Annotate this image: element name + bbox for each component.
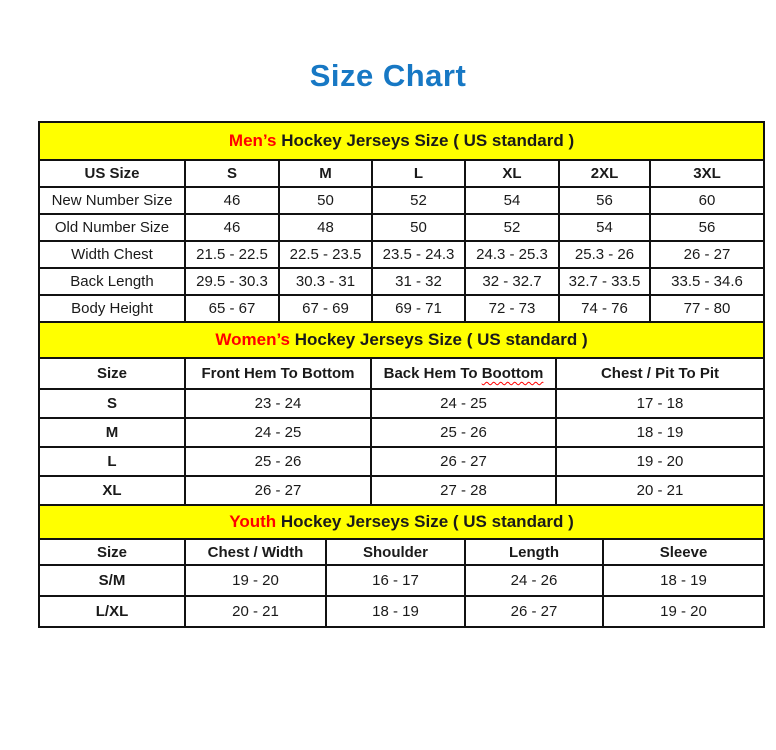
size-value: 18 - 19 [603, 565, 764, 596]
womens-banner [39, 322, 764, 358]
size-value: 17 - 18 [556, 389, 764, 418]
mens-col-header: L [372, 160, 465, 187]
size-value: 16 - 17 [326, 565, 465, 596]
size-value: 56 [650, 214, 764, 241]
size-value: 22.5 - 23.5 [279, 241, 372, 268]
youth-banner-highlight: Youth [229, 512, 277, 531]
womens-size-label: L [39, 447, 185, 476]
mens-header-row [39, 160, 764, 187]
size-value: 54 [559, 214, 650, 241]
youth-banner-text: Hockey Jerseys Size ( US standard ) [276, 512, 574, 531]
mens-banner-text: Hockey Jerseys Size ( US standard ) [276, 131, 575, 150]
mens-row-new-number-size [39, 187, 764, 214]
size-value: 27 - 28 [371, 476, 556, 505]
size-chart [38, 121, 763, 628]
mens-col-header: S [185, 160, 279, 187]
mens-col-header: XL [465, 160, 559, 187]
youth-header-row [39, 539, 764, 565]
mens-row-label: Old Number Size [39, 214, 185, 241]
womens-col-header [371, 358, 556, 389]
womens-banner-row [39, 322, 764, 358]
size-value: 26 - 27 [185, 476, 371, 505]
page-title: Size Chart [309, 58, 467, 93]
womens-banner-highlight: Women’s [215, 330, 290, 349]
size-value: 23.5 - 24.3 [372, 241, 465, 268]
mens-row-label: New Number Size [39, 187, 185, 214]
womens-row-m [39, 418, 764, 447]
womens-col-header-misspelled-word: Boottom [481, 365, 544, 382]
womens-row-l [39, 447, 764, 476]
size-value: 24 - 25 [371, 389, 556, 418]
mens-row-label: Width Chest [39, 241, 185, 268]
womens-banner-text: Hockey Jerseys Size ( US standard ) [290, 330, 588, 349]
size-value: 25 - 26 [371, 418, 556, 447]
mens-row-body-height [39, 295, 764, 322]
youth-banner-row [39, 505, 764, 539]
mens-row-label: Back Length [39, 268, 185, 295]
size-value: 29.5 - 30.3 [185, 268, 279, 295]
mens-banner [39, 122, 764, 160]
youth-row-lxl [39, 596, 764, 627]
size-value: 46 [185, 187, 279, 214]
size-value: 33.5 - 34.6 [650, 268, 764, 295]
mens-row-label: Body Height [39, 295, 185, 322]
youth-row-sm [39, 565, 764, 596]
size-value: 24 - 26 [465, 565, 603, 596]
size-value: 69 - 71 [372, 295, 465, 322]
size-value: 21.5 - 22.5 [185, 241, 279, 268]
youth-col-header: Size [39, 539, 185, 565]
size-value: 26 - 27 [650, 241, 764, 268]
size-value: 19 - 20 [185, 565, 326, 596]
size-value: 60 [650, 187, 764, 214]
size-value: 46 [185, 214, 279, 241]
mens-row-width-chest [39, 241, 764, 268]
size-value: 74 - 76 [559, 295, 650, 322]
youth-col-header: Shoulder [326, 539, 465, 565]
mens-banner-highlight: Men’s [228, 131, 277, 150]
size-value: 48 [279, 214, 372, 241]
mens-row-old-number-size [39, 214, 764, 241]
youth-banner [39, 505, 764, 539]
size-value: 32 - 32.7 [465, 268, 559, 295]
size-value: 32.7 - 33.5 [559, 268, 650, 295]
size-value: 77 - 80 [650, 295, 764, 322]
womens-size-label: XL [39, 476, 185, 505]
youth-size-label: L/XL [39, 596, 185, 627]
womens-size-label: S [39, 389, 185, 418]
size-value: 52 [372, 187, 465, 214]
youth-col-header: Chest / Width [185, 539, 326, 565]
womens-row-s [39, 389, 764, 418]
size-value: 20 - 21 [556, 476, 764, 505]
size-value: 18 - 19 [556, 418, 764, 447]
mens-col-header: US Size [39, 160, 185, 187]
size-value: 25.3 - 26 [559, 241, 650, 268]
size-value: 54 [465, 187, 559, 214]
size-value: 19 - 20 [603, 596, 764, 627]
size-value: 26 - 27 [465, 596, 603, 627]
size-value: 30.3 - 31 [279, 268, 372, 295]
size-value: 26 - 27 [371, 447, 556, 476]
size-value: 52 [465, 214, 559, 241]
size-value: 72 - 73 [465, 295, 559, 322]
size-value: 65 - 67 [185, 295, 279, 322]
womens-size-label: M [39, 418, 185, 447]
youth-size-table [38, 504, 765, 628]
size-value: 18 - 19 [326, 596, 465, 627]
mens-size-table [38, 121, 765, 323]
mens-col-header: 2XL [559, 160, 650, 187]
mens-row-back-length [39, 268, 764, 295]
size-value: 24.3 - 25.3 [465, 241, 559, 268]
size-value: 24 - 25 [185, 418, 371, 447]
youth-col-header: Length [465, 539, 603, 565]
size-value: 50 [372, 214, 465, 241]
youth-col-header: Sleeve [603, 539, 764, 565]
size-value: 20 - 21 [185, 596, 326, 627]
womens-size-table [38, 321, 765, 506]
mens-col-header: M [279, 160, 372, 187]
womens-col-header: Size [39, 358, 185, 389]
size-value: 19 - 20 [556, 447, 764, 476]
youth-size-label: S/M [39, 565, 185, 596]
size-value: 23 - 24 [185, 389, 371, 418]
mens-banner-row [39, 122, 764, 160]
size-value: 25 - 26 [185, 447, 371, 476]
womens-header-row [39, 358, 764, 389]
size-value: 50 [279, 187, 372, 214]
size-value: 67 - 69 [279, 295, 372, 322]
size-value: 31 - 32 [372, 268, 465, 295]
womens-col-header: Chest / Pit To Pit [556, 358, 764, 389]
womens-col-header: Front Hem To Bottom [185, 358, 371, 389]
mens-col-header: 3XL [650, 160, 764, 187]
womens-col-header-prefix: Back Hem To [383, 365, 482, 382]
womens-row-xl [39, 476, 764, 505]
size-value: 56 [559, 187, 650, 214]
